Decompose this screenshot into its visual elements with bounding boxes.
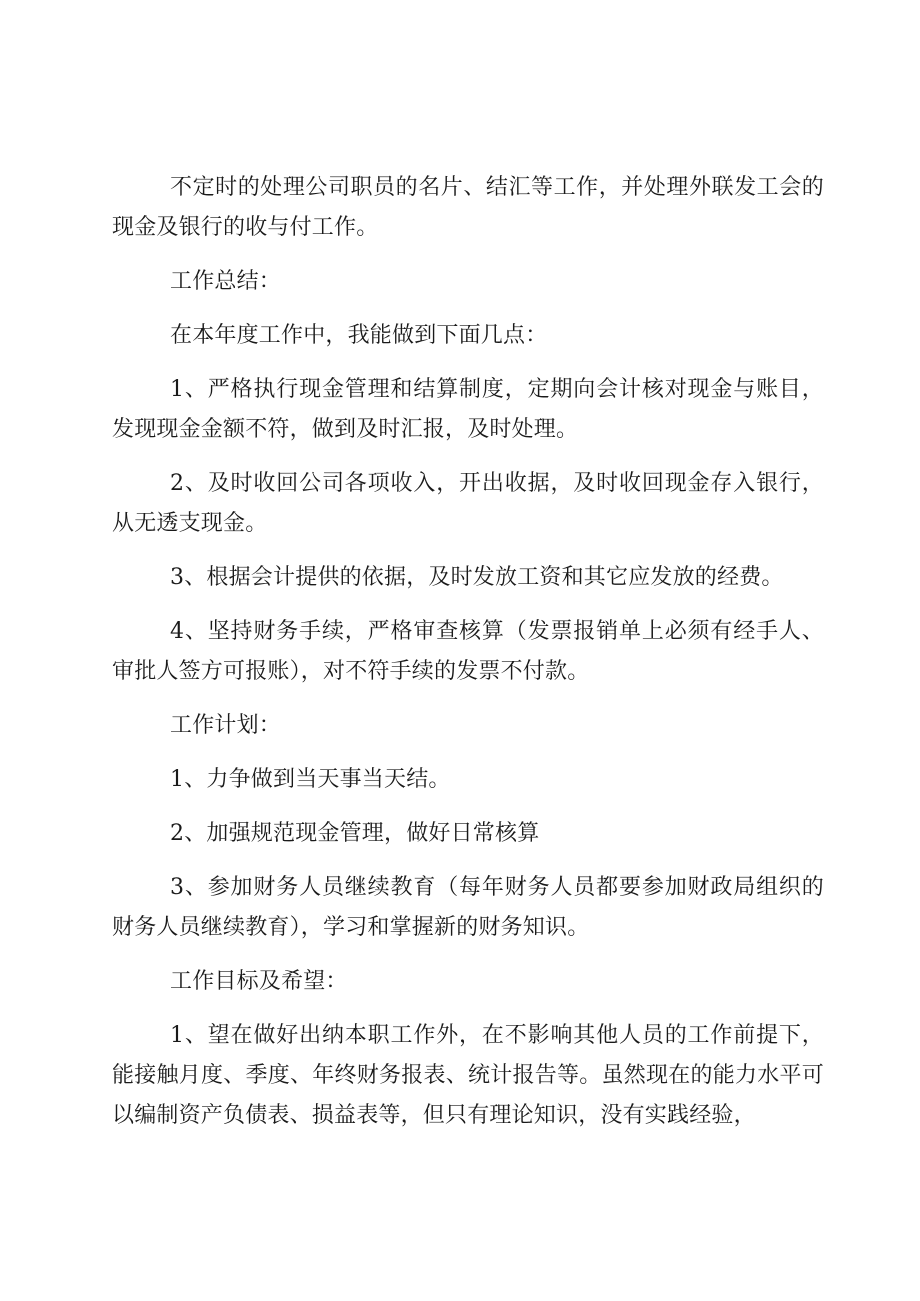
goal-item-1: 1、望在做好出纳本职工作外，在不影响其他人员的工作前提下，能接触月度、季度、年终财务报表、统计报告等。虽然现在的能力水平可以编制资产负债表、损益表等，但只有理论知识，没有实践经验， bbox=[112, 1023, 824, 1128]
summary-item-4: 4、坚持财务手续，严格审查核算（发票报销单上必须有经手人、审批人签方可报账），对不符手续的发票不付款。 bbox=[112, 619, 824, 684]
heading-work-plan: 工作计划： bbox=[170, 713, 282, 738]
summary-item-3: 3、根据会计提供的依据，及时发放工资和其它应发放的经费。 bbox=[170, 565, 784, 590]
summary-item-1: 1、严格执行现金管理和结算制度，定期向会计核对现金与账目，发现现金金额不符，做到及时汇报，及时处理。 bbox=[112, 377, 824, 442]
document-body bbox=[112, 168, 824, 1150]
paragraph-intro-duties: 不定时的处理公司职员的名片、结汇等工作，并处理外联发工会的现金及银行的收与付工作。 bbox=[112, 175, 824, 240]
plan-item-3: 3、参加财务人员继续教育（每年财务人员都要参加财政局组织的财务人员继续教育），学习和掌握新的财务知识。 bbox=[112, 875, 824, 940]
plan-item-1: 1、力争做到当天事当天结。 bbox=[170, 767, 451, 792]
plan-item-2: 2、加强规范现金管理，做好日常核算 bbox=[170, 821, 540, 846]
heading-goals-and-hopes: 工作目标及希望： bbox=[170, 969, 348, 994]
paragraph-summary-lead: 在本年度工作中，我能做到下面几点： bbox=[170, 323, 548, 348]
heading-work-summary: 工作总结： bbox=[170, 269, 282, 294]
summary-item-2: 2、及时收回公司各项收入，开出收据，及时收回现金存入银行，从无透支现金。 bbox=[112, 471, 824, 536]
